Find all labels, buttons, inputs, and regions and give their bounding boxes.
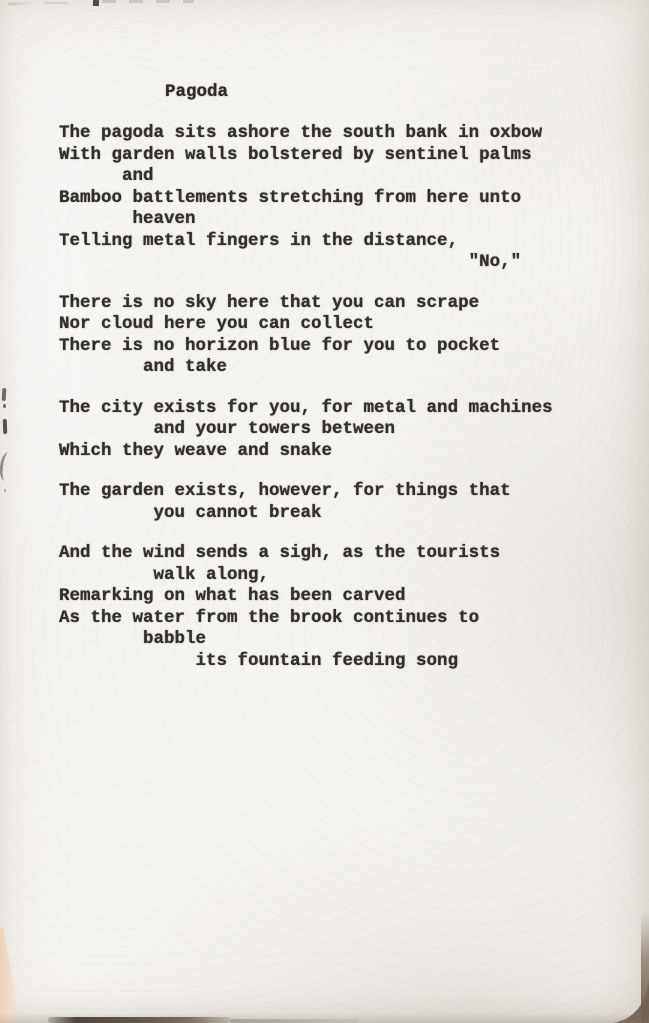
paper-edge-tan-wedge bbox=[0, 928, 18, 1023]
poem-line: heaven bbox=[59, 209, 196, 229]
poem-line: babble bbox=[59, 629, 207, 649]
poem-line: And the wind sends a sigh, as the tourists bbox=[59, 543, 501, 563]
scan-artifact-left-exclaim-bar bbox=[2, 388, 7, 401]
scan-artifact-left-speck bbox=[4, 489, 6, 492]
poem-line: "No," bbox=[59, 252, 522, 272]
poem-line: its fountain feeding song bbox=[59, 650, 459, 671]
stanza-2 bbox=[59, 293, 619, 379]
poem-line: There is no horizon blue for you to pocket bbox=[59, 335, 501, 356]
poem-line: you cannot break bbox=[59, 502, 322, 523]
stanza-1 bbox=[59, 123, 619, 274]
stanza-5 bbox=[59, 543, 619, 672]
poem-line: and bbox=[59, 166, 154, 186]
stanza-4 bbox=[59, 481, 619, 524]
poem-line: As the water from the brook continues to bbox=[59, 607, 480, 628]
poem-line: The garden exists, however, for things that bbox=[59, 481, 511, 501]
poem-line: Bamboo battlements stretching from here unto bbox=[59, 187, 522, 208]
poem-line: There is no sky here that you can scrape bbox=[59, 292, 480, 313]
bottom-dark-band bbox=[48, 1017, 230, 1023]
paper-edge-right-shadow bbox=[641, 912, 649, 1023]
poem-line: Remarking on what has been carved bbox=[59, 586, 406, 606]
stanza-3 bbox=[59, 398, 619, 463]
poem-line: and your towers between bbox=[59, 419, 396, 439]
bottom-dark-band-faint bbox=[230, 1019, 358, 1023]
poem-line: The pagoda sits ashore the south bank in oxbow bbox=[59, 123, 543, 143]
scan-artifact-left-exclaim-dot bbox=[3, 404, 6, 408]
poem-line: Nor cloud here you can collect bbox=[59, 314, 375, 334]
poem-line: Telling metal fingers in the distance, bbox=[59, 230, 459, 251]
poem-title: Pagoda bbox=[165, 82, 229, 102]
poem-line: Which they weave and snake bbox=[59, 440, 333, 461]
scan-artifact-top-squiggle bbox=[8, 1, 38, 5]
poem-line: and take bbox=[59, 357, 228, 377]
poem-body bbox=[59, 123, 619, 691]
scan-artifact-top-ink-spot bbox=[93, 0, 99, 6]
poem-line: walk along, bbox=[59, 564, 270, 585]
poem-line: With garden walls bolstered by sentinel palms bbox=[59, 144, 532, 165]
scan-artifact-top-dash bbox=[44, 2, 68, 4]
scan-artifact-left-bar bbox=[3, 419, 8, 434]
scan-artifact-top-dashes bbox=[102, 0, 194, 3]
scan-artifact-left-curve bbox=[0, 451, 14, 481]
poem-line: The city exists for you, for metal and machines bbox=[59, 397, 553, 418]
